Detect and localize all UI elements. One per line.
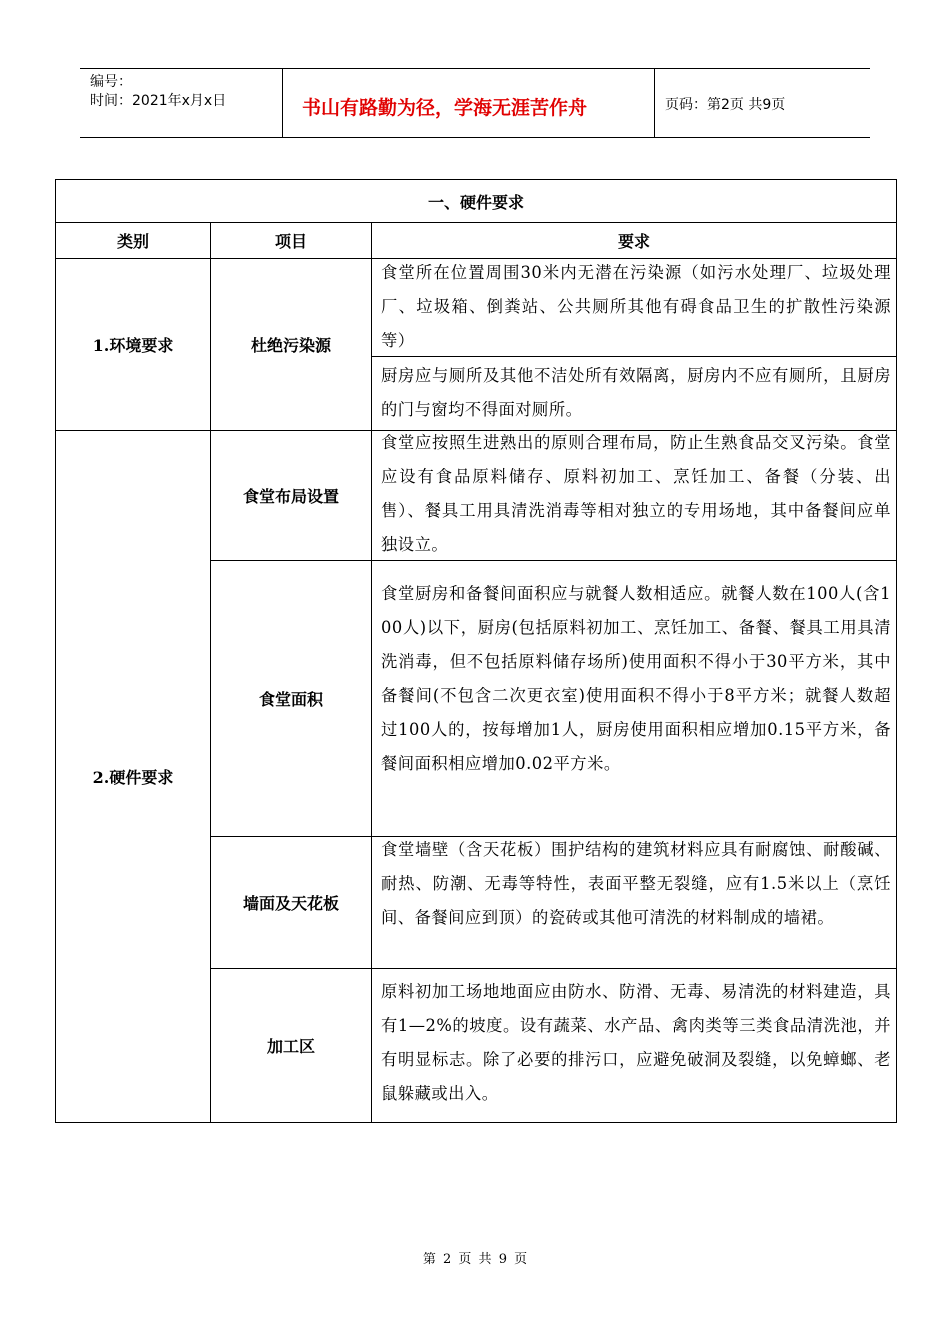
header-page-cell (655, 69, 870, 137)
section-title: 一、硬件要求 (427, 192, 524, 212)
requirement-text: 食堂墙壁（含天花板）围护结构的建筑材料应具有耐腐蚀、耐酸碱、耐热、防潮、无毒等特性，表面平整无裂缝，应有1.5米以上（烹饪间、备餐间应到顶）的瓷砖或其他可清洗的材料制成的墙裙。 (381, 840, 891, 927)
item-pollution-source: 杜绝污染源 (250, 336, 331, 355)
category-environment: 1.环境要求 (92, 336, 174, 355)
item-walls-ceiling: 墙面及天花板 (242, 894, 339, 913)
header-page-info: 页码：第2页 共9页 (665, 97, 786, 113)
item-area: 食堂面积 (258, 690, 323, 709)
column-header-category: 类别 (116, 232, 149, 251)
table-divider (371, 223, 372, 1122)
page-footer: 第 2 页 共 9 页 (422, 1252, 528, 1267)
document-number-label: 编号： (90, 74, 132, 90)
category-hardware: 2.硬件要求 (92, 768, 174, 787)
column-header-requirement: 要求 (617, 232, 650, 251)
column-header-item: 项目 (274, 232, 307, 251)
document-header (80, 68, 870, 138)
header-meta (80, 69, 283, 137)
header-motto: 书山有路勤为径，学海无涯苦作舟 (302, 97, 588, 119)
requirement-text: 食堂所在位置周围30米内无潜在污染源（如污水处理厂、垃圾处理厂、垃圾箱、倒粪站、公共厕所其他有碍食品卫生的扩散性污染源等） (381, 263, 891, 350)
document-date: 时间：2021年x月x日 (90, 93, 227, 109)
header-motto-cell (282, 69, 655, 137)
requirement-text: 原料初加工场地地面应由防水、防滑、无毒、易清洗的材料建造，具有1—2%的坡度。设有蔬菜、水产品、禽肉类等三类食品清洗池，并有明显标志。除了必要的排污口，应避免破洞及裂缝，以免蟑螂、老鼠躲藏或出入。 (381, 982, 891, 1103)
requirement-text: 厨房应与厕所及其他不洁处所有效隔离，厨房内不应有厕所，且厨房的门与窗均不得面对厕所。 (381, 366, 891, 419)
requirement-text: 食堂厨房和备餐间面积应与就餐人数相适应。就餐人数在100人(含100人)以下，厨房(包括原料初加工、烹饪加工、备餐、餐具工用具清洗消毒，但不包括原料储存场所)使用面积不得小于30平方米，其中备餐间(不包含二次更衣室)使用面积不得小于8平方米；就餐人数超过100人的，按每增加1人，厨房使用面积相应增加0.15平方米，备餐间面积相应增加0.02平方米。 (381, 584, 891, 773)
requirements-table (55, 179, 897, 1123)
item-processing-area: 加工区 (266, 1037, 315, 1056)
requirement-text: 食堂应按照生进熟出的原则合理布局，防止生熟食品交叉污染。食堂应设有食品原料储存、原料初加工、烹饪加工、备餐（分装、出售）、餐具工用具清洗消毒等相对独立的专用场地，其中备餐间应单独设立。 (381, 433, 891, 554)
item-layout: 食堂布局设置 (242, 487, 339, 506)
